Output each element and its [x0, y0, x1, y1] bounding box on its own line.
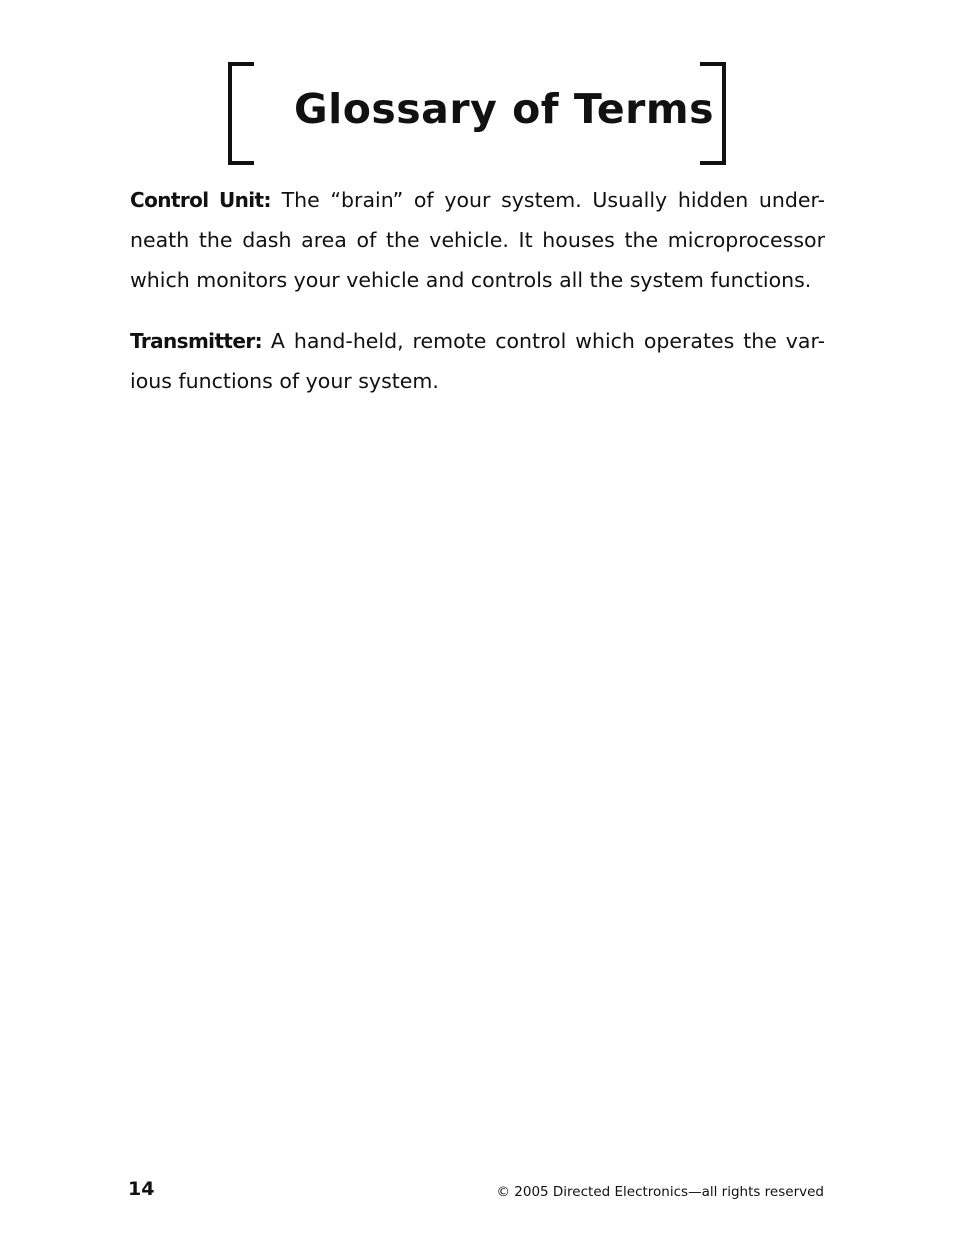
- glossary-term: Transmitter:: [130, 329, 262, 353]
- copyright-notice: © 2005 Directed Electronics—all rights reserved: [496, 1184, 824, 1200]
- glossary-definition: A hand-held, remote control which operates the var-ious functions of your system.: [130, 329, 825, 393]
- glossary-term: Control Unit:: [130, 188, 271, 212]
- page-number: 14: [128, 1178, 155, 1200]
- page-title: Glossary of Terms: [294, 85, 715, 133]
- title-frame: [228, 62, 726, 163]
- glossary-entry-transmitter: [130, 321, 825, 401]
- glossary-definition: The “brain” of your system. Usually hidden under-neath the dash area of the vehicle. It houses the microprocessor which monitors your vehicle and controls all the system functions.: [130, 188, 825, 292]
- left-bracket-decoration: [228, 62, 254, 165]
- glossary-entry-control-unit: [130, 180, 825, 300]
